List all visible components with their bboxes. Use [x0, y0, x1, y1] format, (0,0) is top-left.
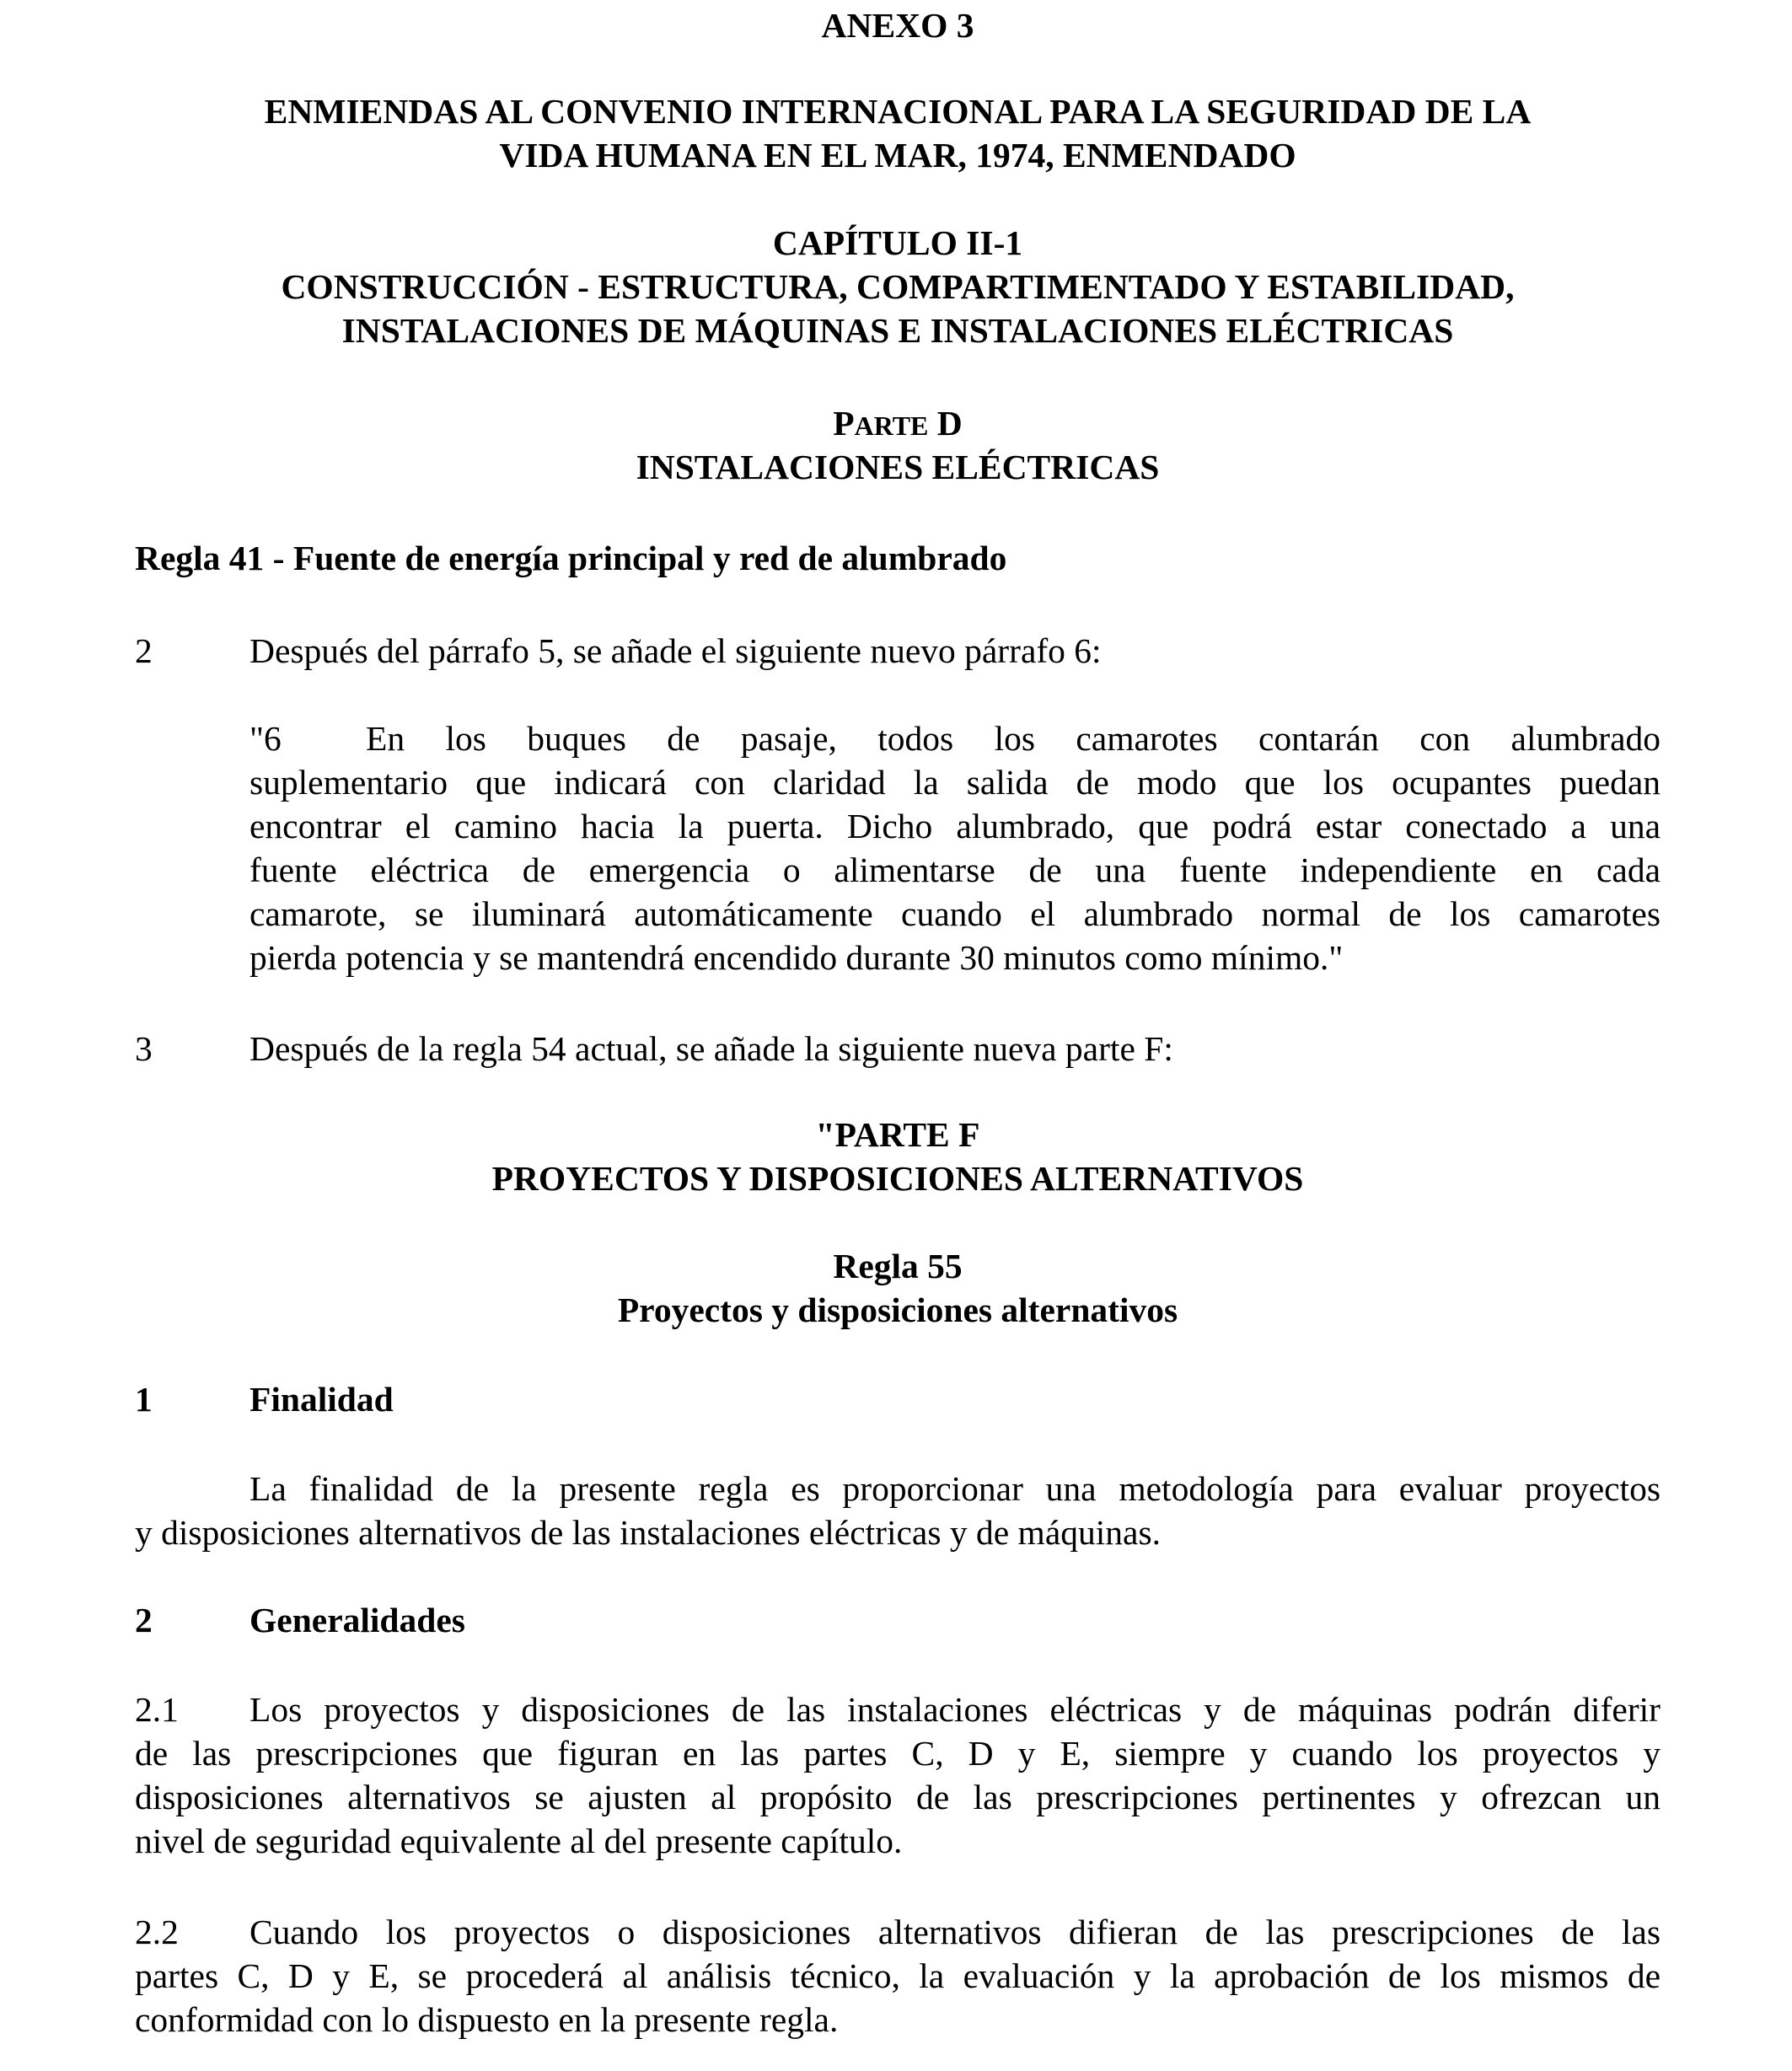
- rule-55-label: Regla 55: [833, 1247, 963, 1285]
- section-2-heading: Generalidades: [249, 1601, 465, 1639]
- chapter-title-line-1: CONSTRUCCIÓN - ESTRUCTURA, COMPARTIMENTADO Y ESTABILIDAD,: [281, 267, 1515, 306]
- quote-6-number: "6: [249, 719, 282, 758]
- chapter-label: CAPÍTULO II-1: [772, 223, 1023, 262]
- section-1-line-1: La finalidad de la presente regla es proporcionar una metodología para evaluar proyectos: [249, 1469, 1661, 1508]
- quote-6-line-3: encontrar el camino hacia la puerta. Dicho alumbrado, que podrá estar conectado a una: [249, 807, 1661, 845]
- item-3-number: 3: [135, 1029, 153, 1068]
- section-1-number: 1: [135, 1380, 153, 1419]
- part-d-label-letter: D: [936, 404, 963, 443]
- rule-55-title: Proyectos y disposiciones alternativos: [617, 1290, 1178, 1329]
- quote-6-line-6: pierda potencia y se mantendrá encendido durante 30 minutos como mínimo.": [249, 938, 1344, 977]
- part-d-label: [135, 401, 1661, 448]
- part-f-label: "PARTE F: [815, 1115, 980, 1154]
- annex-title: ANEXO 3: [821, 6, 974, 45]
- part-f-title: PROYECTOS Y DISPOSICIONES ALTERNATIVOS: [491, 1159, 1304, 1198]
- item-2-number: 2: [135, 631, 153, 670]
- section-1-heading: Finalidad: [249, 1380, 394, 1419]
- quote-6-line-4: fuente eléctrica de emergencia o alimentarse de una fuente independiente en cada: [249, 850, 1661, 889]
- item-2-text: Después del párrafo 5, se añade el siguiente nuevo párrafo 6:: [249, 631, 1102, 670]
- quote-6-line-2: suplementario que indicará con claridad la salida de modo que los ocupantes puedan: [249, 763, 1661, 802]
- chapter-title-line-2: INSTALACIONES DE MÁQUINAS E INSTALACIONES ELÉCTRICAS: [341, 311, 1454, 350]
- part-d-label-initial: P: [833, 404, 855, 443]
- rule-41-heading: Regla 41 - Fuente de energía principal y red de alumbrado: [135, 539, 1007, 577]
- part-d-label-smallcaps: ARTE: [854, 410, 929, 441]
- paragraph-2-1-line-1: Los proyectos y disposiciones de las instalaciones eléctricas y de máquinas podrán diferir: [249, 1690, 1661, 1729]
- paragraph-2-2-line-3: conformidad con lo dispuesto en la presente regla.: [135, 2000, 839, 2039]
- section-1-line-2: y disposiciones alternativos de las instalaciones eléctricas y de máquinas.: [135, 1513, 1161, 1552]
- paragraph-2-2-number: 2.2: [135, 1913, 179, 1951]
- paragraph-2-1-line-4: nivel de seguridad equivalente al del presente capítulo.: [135, 1822, 903, 1860]
- paragraph-2-1-number: 2.1: [135, 1690, 179, 1729]
- section-2-number: 2: [135, 1601, 153, 1639]
- part-d-title: INSTALACIONES ELÉCTRICAS: [636, 448, 1160, 486]
- document-title-line-2: VIDA HUMANA EN EL MAR, 1974, ENMENDADO: [499, 136, 1296, 174]
- paragraph-2-1-line-2: de las prescripciones que figuran en las partes C, D y E, siempre y cuando los proyectos y: [135, 1734, 1661, 1773]
- paragraph-2-2-line-1: Cuando los proyectos o disposiciones alternativos difieran de las prescripciones de las: [249, 1913, 1661, 1951]
- quote-6-line-5: camarote, se iluminará automáticamente cuando el alumbrado normal de los camarotes: [249, 894, 1661, 933]
- document-title-line-1: ENMIENDAS AL CONVENIO INTERNACIONAL PARA LA SEGURIDAD DE LA: [264, 92, 1532, 131]
- quote-6-line-1: [249, 716, 1661, 760]
- paragraph-2-1-line-3: disposiciones alternativos se ajusten al propósito de las prescripciones pertinentes y ofrezcan un: [135, 1778, 1661, 1816]
- quote-6-line-1-text: En los buques de pasaje, todos los camarotes contarán con alumbrado: [366, 719, 1661, 758]
- item-3-text: Después de la regla 54 actual, se añade la siguiente nueva parte F:: [249, 1029, 1173, 1068]
- paragraph-2-2-line-2: partes C, D y E, se procederá al análisis técnico, la evaluación y la aprobación de los mismos de: [135, 1956, 1661, 1995]
